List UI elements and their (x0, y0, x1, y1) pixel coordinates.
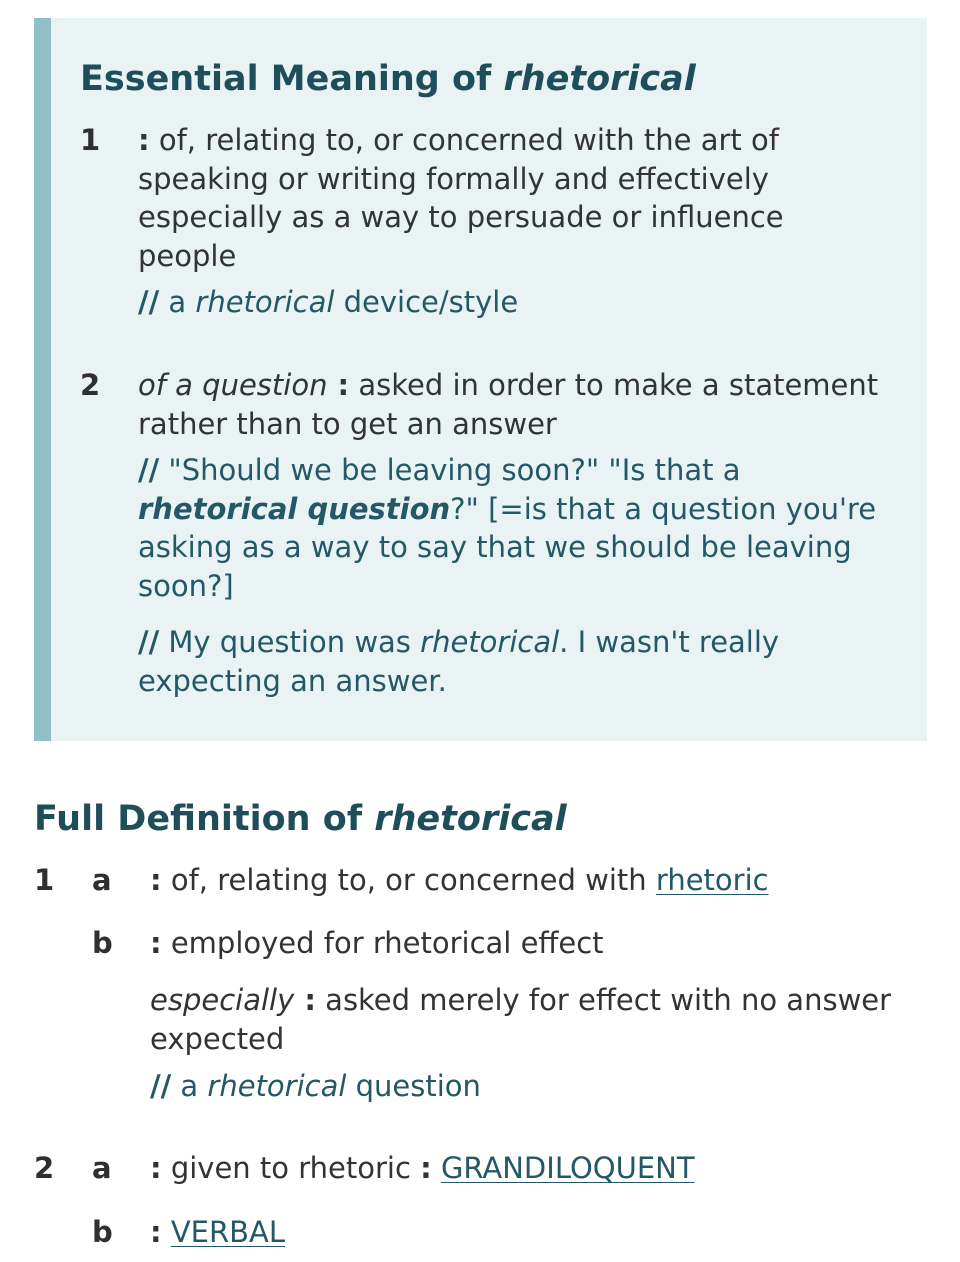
definition-colon: : (150, 1151, 162, 1185)
usage-label: of a question (138, 368, 328, 402)
example-sentence (138, 283, 878, 322)
example-headword: rhetorical question (138, 491, 451, 526)
definition-colon: : (420, 1151, 432, 1185)
rhetoric-link[interactable]: rhetoric (655, 863, 769, 897)
verbal-link[interactable]: VERBAL (170, 1215, 286, 1249)
subsense-letter: a (92, 863, 112, 897)
example-headword: rhetorical (207, 1069, 347, 1103)
headword: rhetorical (503, 59, 696, 99)
subsense-definition (150, 924, 930, 963)
sense-definition (138, 121, 868, 275)
usage-label: especially (150, 983, 295, 1017)
sense-number: 2 (34, 1151, 55, 1185)
subsense-definition (150, 861, 930, 900)
subsense-definition (150, 1149, 930, 1188)
example-marker: // (138, 625, 160, 659)
example-text: a (159, 285, 196, 319)
essential-meaning-title (80, 59, 696, 99)
definition-colon: : (327, 368, 350, 402)
example-marker: // (138, 285, 160, 319)
subsense-letter: a (92, 1151, 112, 1185)
example-text: a (171, 1069, 208, 1103)
full-definition-title (34, 799, 567, 839)
example-sentence (150, 1067, 910, 1106)
panel-accent-bar (34, 18, 51, 741)
definition-colon: : (294, 983, 316, 1017)
example-marker: // (138, 453, 160, 487)
grandiloquent-link[interactable]: GRANDILOQUENT (440, 1151, 695, 1185)
example-text: ?" [=is that a question you're asking as a way to say that we should be leaving soon?] (138, 491, 877, 603)
example-text: question (346, 1069, 481, 1103)
example-text: . I wasn't really expecting an answer. (138, 625, 780, 698)
subsense-extra-definition (150, 981, 920, 1058)
sense-number: 1 (34, 863, 55, 897)
definition-text: of, relating to, or concerned with (161, 863, 656, 897)
subsense-definition (150, 1213, 930, 1252)
example-headword: rhetorical (195, 285, 335, 319)
definition-colon: : (150, 1215, 162, 1249)
title-prefix: Essential Meaning of (80, 59, 504, 99)
example-text: device/style (334, 285, 519, 319)
example-headword: rhetorical (420, 625, 560, 659)
definition-text: employed for rhetorical effect (161, 926, 604, 960)
title-prefix: Full Definition of (34, 799, 375, 839)
example-sentence (138, 623, 878, 700)
headword: rhetorical (374, 799, 567, 839)
definition-colon: : (150, 863, 162, 897)
subsense-letter: b (92, 926, 113, 960)
subsense-letter: b (92, 1215, 113, 1249)
definition-text: of, relating to, or concerned with the art of speaking or writing formally and effectively especially as a way to persuade or influence people (138, 123, 784, 273)
sense-number: 2 (80, 368, 101, 402)
definition-colon: : (150, 926, 162, 960)
example-marker: // (150, 1069, 172, 1103)
definition-colon: : (138, 123, 150, 157)
example-text: My question was (159, 625, 421, 659)
sense-definition (138, 366, 908, 443)
definition-text: given to rhetoric (161, 1151, 421, 1185)
definition-text: asked in order to make a statement rather than to get an answer (138, 368, 879, 441)
example-sentence (138, 451, 888, 605)
definition-text: asked merely for effect with no answer expected (150, 983, 892, 1056)
example-text: "Should we be leaving soon?" "Is that a (159, 453, 741, 487)
sense-number: 1 (80, 123, 101, 157)
